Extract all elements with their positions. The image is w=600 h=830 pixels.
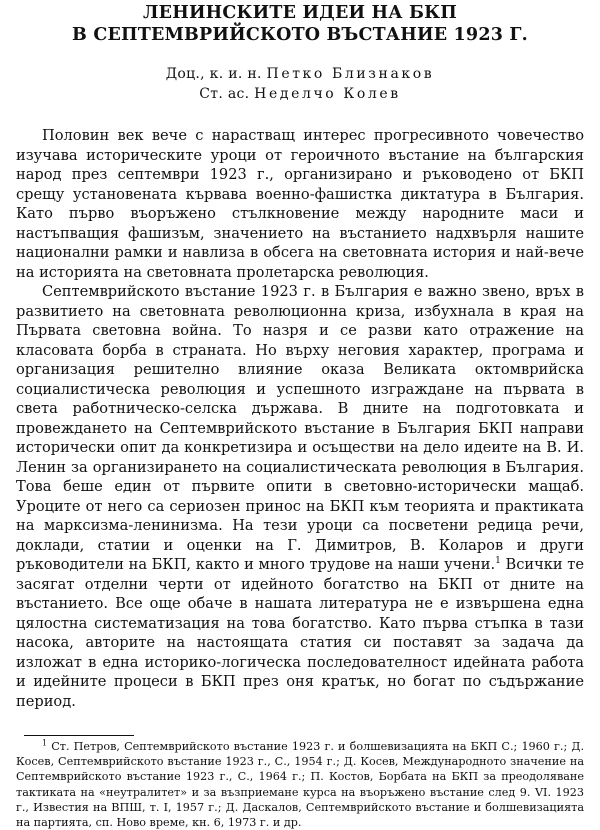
author-block	[16, 64, 584, 104]
author-2	[16, 84, 584, 104]
author-1-name: Петко Близнаков	[266, 66, 435, 82]
paragraph-2-text: Септемврийското въстание 1923 г. в България е важно звено, връх в развитието на световната революционна криза, избухнала в края на Първата световна война. То назря и се разви като отражение на класовата борба в страната. Но върху неговия характер, програма и организация решително влияние оказа Великата октомврийска социалистическа революция и успешното изграждане на първата в света работническо-селска държава. В дните на подготовката и провеждането на Септемврийското въстание в България БКП направи исторически опит да конкретизира и осъществи на дело идеите на В. И. Ленин за организирането на социалистическата революция в България. Това беше един от първите опити в световно-исторически мащаб. Уроците от него са сериозен принос на БКП към теорията и практиката на марксизма-ленинизма. На тези уроци са посветени редица речи, доклади, статии и оценки на Г. Димитров, В. Коларов и други ръководители на БКП, както и много трудове на наши учени.	[16, 283, 584, 573]
footnote-marker: 1	[42, 738, 48, 748]
footnote-divider	[24, 735, 134, 736]
paragraph-2	[16, 282, 584, 711]
author-2-name: Неделчо Колев	[254, 86, 401, 102]
paragraph-2-continuation: Всички те засягат отделни черти от идейното богатство на БКП от дните на въстанието. Все още обаче в нашата литература не е извършена една цялостна систематизация на това богатство. Като първа стъпка в тази насока, авторите на настоящата статия си поставят за задача да изложат в една историко-логическа последователност идейната работа и идейните процеси в БКП през оня кратък, но богат по съдържание период.	[16, 556, 584, 710]
footnote-text: Ст. Петров, Септемврийското въстание 1923 г. и болшевизацията на БКП С.; 1960 г.; Д. Косев, Септемврийското въстание 1923 г., С., 1954 г.; Д. Косев, Международното значение на Септемврийското въстание 1923 г., С., 1964 г.; П. Костов, Борбата на БКП за преодоляване тактиката на «неутралитет» и за възприемане курса на въоръжено въстание след 9. VI. 1923 г., Известия на ВПШ, т. I, 1957 г.; Д. Даскалов, Септемврийското въстание и болшевизацията на партията, сп. Ново време, кн. 6, 1973 г. и др.	[16, 740, 584, 830]
title-line-1: ЛЕНИНСКИТЕ ИДЕИ НА БКП	[143, 3, 457, 23]
author-1	[16, 64, 584, 84]
footnote-reference[interactable]: 1	[495, 556, 501, 567]
article-body	[16, 126, 584, 711]
article-title	[16, 0, 584, 46]
author-2-prefix: Ст. ас.	[199, 86, 250, 102]
footnote	[16, 739, 584, 830]
footnote-1	[16, 739, 584, 830]
author-1-prefix: Доц., к. и. н.	[165, 66, 262, 82]
title-line-2: В СЕПТЕМВРИЙСКОТО ВЪСТАНИЕ 1923 Г.	[72, 25, 528, 45]
paragraph-1: Половин век вече с нарастващ интерес прогресивното човечество изучава историческите уроци от героичното въстание на българския народ през септември 1923 г., организирано и ръководено от БКП срещу установената кървава военно-фашистка диктатура в България. Като първо въоръжено стълкновение между народните маси и настъпващия фашизъм, значението на въстанието надхвърля нашите национални рамки и навлиза в обсега на световната история и най-вече на историята на световната пролетарска революция.	[16, 127, 584, 281]
